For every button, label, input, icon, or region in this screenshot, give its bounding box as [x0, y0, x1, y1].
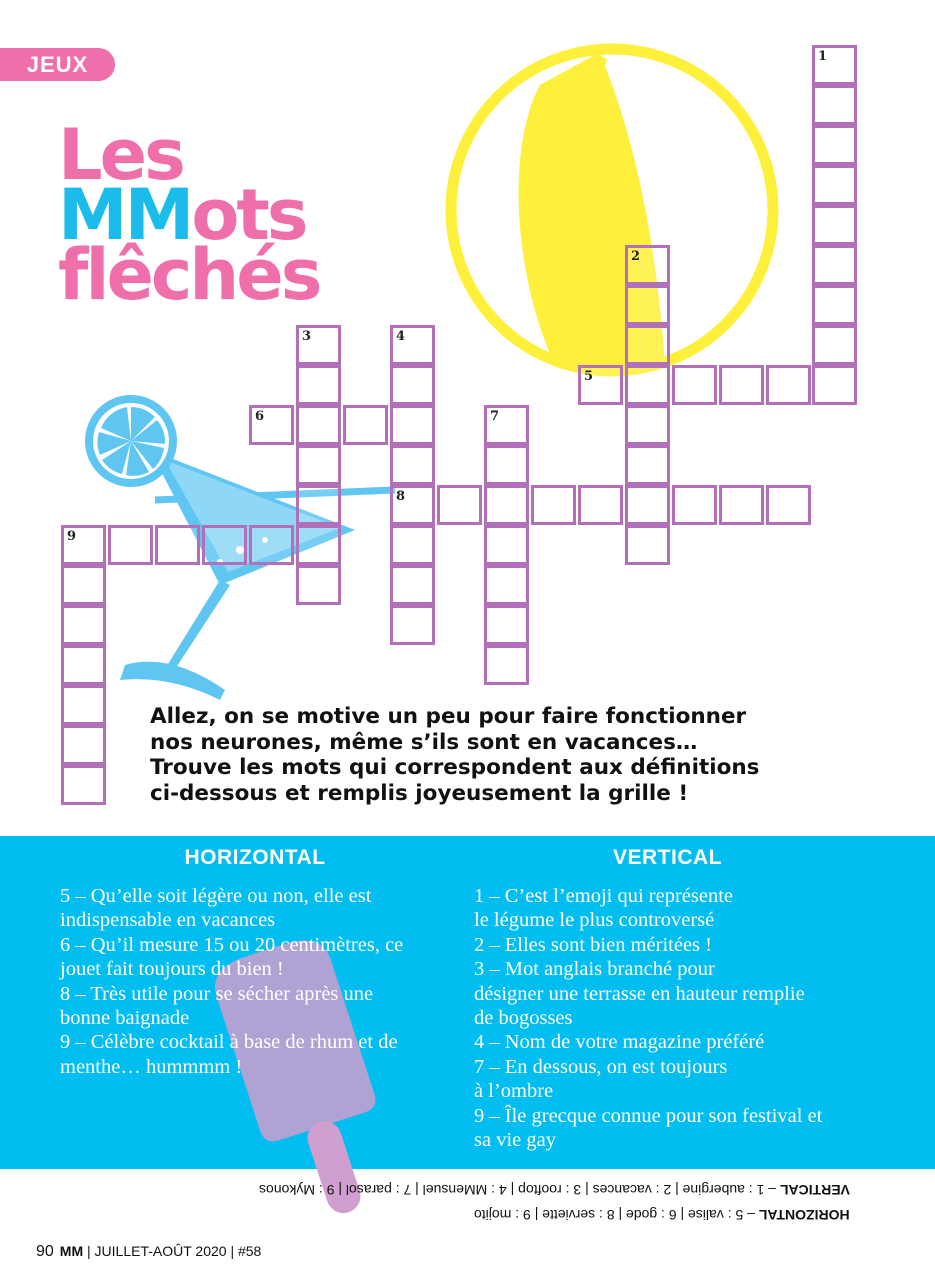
vertical-clue-9: 9 – Île grecque connue pour son festival et sa vie gay	[474, 1104, 823, 1152]
grid-cell[interactable]	[343, 405, 388, 445]
grid-cell[interactable]	[812, 365, 857, 405]
grid-cell[interactable]	[672, 365, 717, 405]
grid-cell-start-2[interactable]	[625, 245, 670, 285]
horizontal-clues	[60, 884, 455, 1079]
horizontal-clue-9: 9 – Célèbre cocktail à base de rhum et de menthe… hummmm !	[60, 1031, 398, 1078]
grid-cell[interactable]	[61, 605, 106, 645]
vertical-clue-2: 2 – Elles sont bien méritées !	[474, 933, 712, 956]
grid-cell[interactable]	[672, 485, 717, 525]
grid-cell[interactable]	[625, 525, 670, 565]
grid-cell[interactable]	[578, 485, 623, 525]
grid-cell[interactable]	[249, 525, 294, 565]
vertical-clue-4: 4 – Nom de votre magazine préféré	[474, 1031, 765, 1054]
grid-cell[interactable]	[812, 85, 857, 125]
grid-cell[interactable]	[484, 645, 529, 685]
grid-cell[interactable]	[390, 525, 435, 565]
grid-cell[interactable]	[61, 645, 106, 685]
grid-cell[interactable]	[390, 405, 435, 445]
grid-cell[interactable]	[484, 485, 529, 525]
horizontal-heading: HORIZONTAL	[184, 846, 326, 869]
grid-cell-start-3[interactable]	[296, 325, 341, 365]
answers-vertical	[259, 1182, 850, 1198]
grid-cell[interactable]	[390, 485, 435, 525]
grid-cell[interactable]	[812, 245, 857, 285]
grid-cell-start-1[interactable]	[812, 45, 857, 85]
footer-issue: | JUILLET-AOÛT 2020 | #58	[83, 1243, 262, 1259]
grid-number: 2	[631, 249, 641, 264]
grid-number: 8	[396, 489, 406, 504]
title-line-3: flêchés	[58, 234, 320, 316]
grid-cell[interactable]	[625, 285, 670, 325]
vertical-clue-1: 1 – C’est l’emoji qui représente le légume le plus controversé	[474, 885, 734, 932]
grid-cell[interactable]	[155, 525, 200, 565]
grid-cell[interactable]	[625, 485, 670, 525]
title-ots: ots	[191, 174, 306, 256]
section-tag: JEUX	[0, 48, 115, 81]
grid-number: 9	[67, 529, 77, 544]
grid-cell[interactable]	[484, 525, 529, 565]
grid-number: 1	[818, 49, 828, 64]
horizontal-clue-6: 6 – Qu’il mesure 15 ou 20 centimètres, ce jouet fait toujours du bien !	[60, 933, 404, 981]
grid-cell[interactable]	[531, 485, 576, 525]
grid-cell-start-7[interactable]	[484, 405, 529, 445]
grid-cell[interactable]	[812, 325, 857, 365]
grid-cell[interactable]	[766, 365, 811, 405]
vertical-heading: VERTICAL	[613, 846, 722, 869]
grid-cell[interactable]	[296, 405, 341, 445]
page-footer	[36, 1243, 261, 1261]
grid-cell[interactable]	[390, 565, 435, 605]
grid-cell-start-6[interactable]	[249, 405, 294, 445]
grid-cell[interactable]	[719, 365, 764, 405]
horizontal-clue-8: 8 – Très utile pour se sécher après une bonne baignade	[60, 982, 374, 1030]
grid-cell-start-4[interactable]	[390, 325, 435, 365]
answers-horizontal-text: – 5 : valise | 6 : gode | 8 : serviette | 9 : mojito	[474, 1207, 760, 1223]
grid-cell[interactable]	[296, 365, 341, 405]
grid-cell[interactable]	[296, 445, 341, 485]
grid-cell[interactable]	[61, 765, 106, 805]
grid-cell[interactable]	[61, 685, 106, 725]
intro-text: Allez, on se motive un peu pour faire fonctionner nos neurones, même s’ils sont en vacances… Trouve les mots qui correspondent aux définitions ci-dessous et remplis joyeusement la grille !	[150, 704, 760, 806]
grid-cell[interactable]	[484, 605, 529, 645]
page-number: 90	[36, 1243, 54, 1260]
grid-cell[interactable]	[812, 205, 857, 245]
vertical-clues	[474, 884, 884, 1152]
grid-number: 3	[302, 329, 312, 344]
grid-cell[interactable]	[484, 565, 529, 605]
grid-cell[interactable]	[390, 605, 435, 645]
grid-cell[interactable]	[719, 485, 764, 525]
answers-vertical-text: – 1 : aubergine | 2 : vacances | 3 : rooftop | 4 : MMensuel | 7 : parasol | 9 : Mykonos	[259, 1182, 780, 1198]
grid-number: 5	[584, 369, 594, 384]
grid-cell[interactable]	[296, 525, 341, 565]
grid-cell[interactable]	[812, 125, 857, 165]
grid-cell[interactable]	[812, 285, 857, 325]
grid-cell-start-5[interactable]	[578, 365, 623, 405]
answers-vertical-label: VERTICAL	[780, 1182, 850, 1198]
grid-cell[interactable]	[108, 525, 153, 565]
grid-cell[interactable]	[812, 165, 857, 205]
grid-number: 6	[255, 409, 265, 424]
grid-cell[interactable]	[296, 565, 341, 605]
grid-cell[interactable]	[625, 405, 670, 445]
grid-cell[interactable]	[296, 485, 341, 525]
title-mm: MM	[58, 174, 192, 256]
grid-cell-start-9[interactable]	[61, 525, 106, 565]
grid-cell[interactable]	[766, 485, 811, 525]
grid-number: 4	[396, 329, 406, 344]
grid-cell[interactable]	[625, 325, 670, 365]
grid-cell[interactable]	[484, 445, 529, 485]
grid-cell[interactable]	[625, 365, 670, 405]
vertical-clue-3: 3 – Mot anglais branché pour désigner une terrasse en hauteur remplie de bogosses	[474, 958, 805, 1030]
horizontal-clue-5: 5 – Qu’elle soit légère ou non, elle est indispensable en vacances	[60, 885, 372, 932]
grid-cell[interactable]	[625, 445, 670, 485]
vertical-clue-7: 7 – En dessous, on est toujours à l’ombre	[474, 1055, 728, 1103]
title-line-1: Les	[58, 114, 183, 196]
grid-cell[interactable]	[202, 525, 247, 565]
grid-cell[interactable]	[390, 365, 435, 405]
answers-horizontal	[474, 1207, 850, 1223]
grid-cell[interactable]	[437, 485, 482, 525]
grid-cell[interactable]	[390, 445, 435, 485]
grid-cell[interactable]	[61, 565, 106, 605]
answers-horizontal-label: HORIZONTAL	[759, 1207, 850, 1223]
grid-number: 7	[490, 409, 500, 424]
footer-brand: MM	[59, 1243, 84, 1259]
grid-cell[interactable]	[61, 725, 106, 765]
